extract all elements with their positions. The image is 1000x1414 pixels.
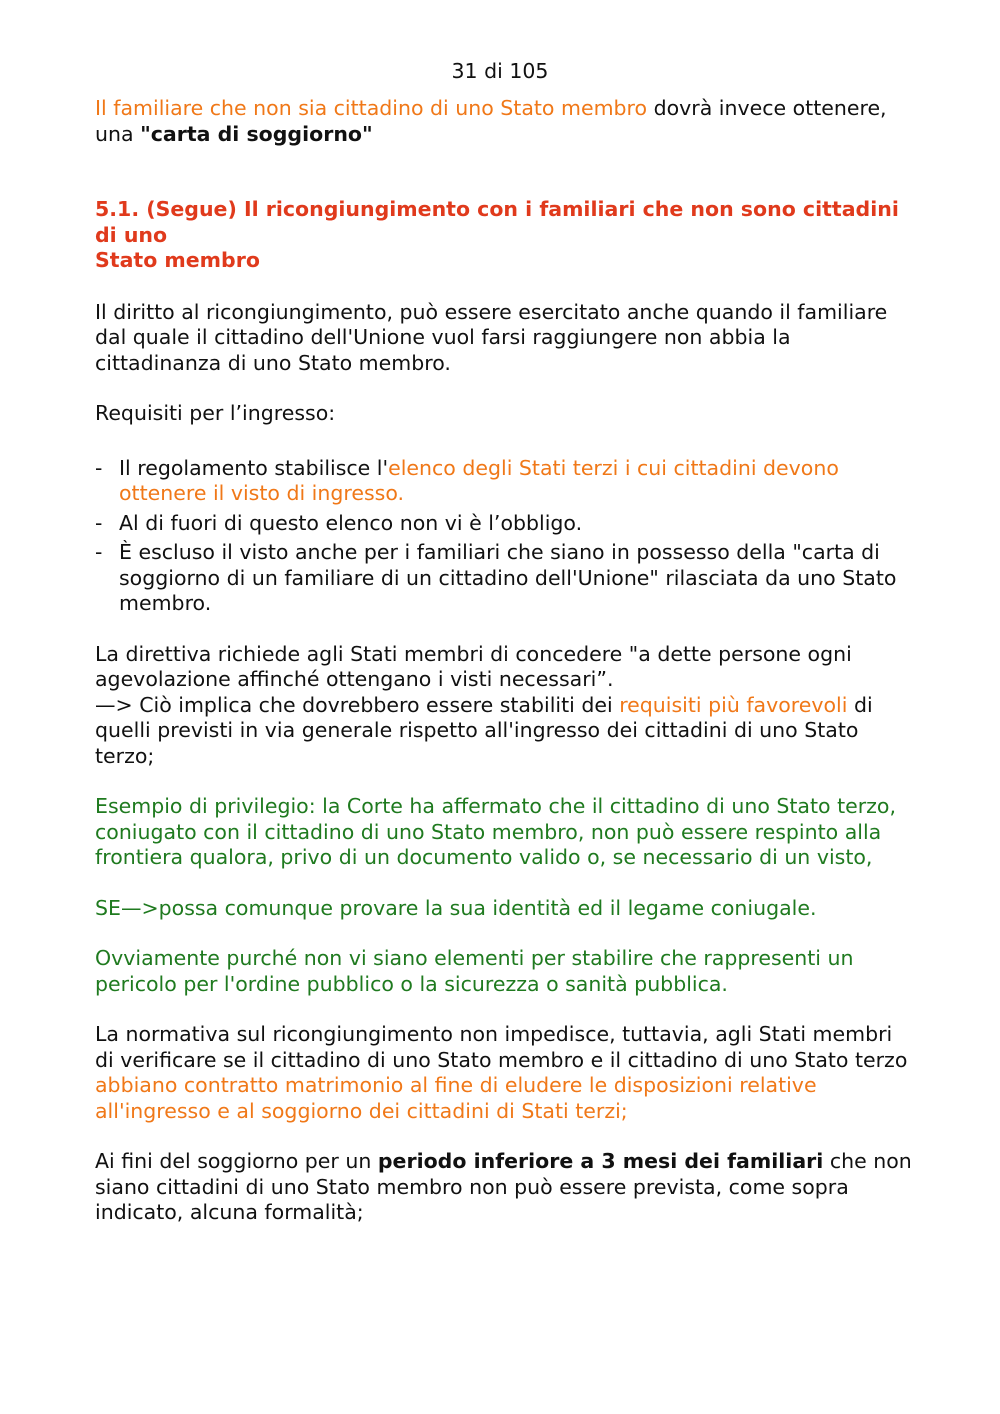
soggiorno-paragraph [95, 1149, 915, 1226]
intro-highlight: Il familiare che non sia cittadino di uno Stato membro [95, 96, 648, 120]
list-dash: - [95, 455, 103, 480]
se-paragraph: SE—>possa comunque provare la sua identità ed il legame coniugale. [95, 895, 817, 920]
esempio-paragraph: Esempio di privilegio: la Corte ha affermato che il cittadino di uno Stato terzo, coniugato con il cittadino di uno Stato membro, non può essere respinto alla frontiera qualora, privo di un documento valido o, se necessario di un visto, [95, 794, 896, 869]
ovviamente-paragraph: Ovviamente purché non vi siano elementi per stabilire che rappresenti un pericolo per l'ordine pubblico o la sicurezza o sanità pubblica. [95, 946, 854, 996]
page-number: 31 di 105 [451, 59, 549, 83]
direttiva-paragraph [95, 642, 915, 770]
list-item [95, 540, 915, 617]
direttiva-highlight: requisiti più favorevoli [619, 692, 848, 717]
requisiti-label: Requisiti per l’ingresso: [95, 401, 336, 425]
list-dash: - [95, 540, 103, 564]
soggiorno-text-end: che non siano cittadini di uno Stato membro non può essere prevista, come sopra indicato, alcuna formalità; [95, 1149, 912, 1224]
list-item [95, 511, 915, 537]
list-dash: - [95, 510, 103, 535]
soggiorno-text-start: Ai fini del soggiorno per un [95, 1149, 378, 1173]
document-content [95, 96, 915, 1226]
soggiorno-bold: periodo inferiore a 3 mesi dei familiari [377, 1149, 824, 1173]
direttiva-line2-start: —> Ciò implica che dovrebbero essere stabiliti dei [95, 692, 620, 717]
intro-paragraph [95, 96, 915, 147]
list-item-text: È escluso il visto anche per i familiari che siano in possesso della "carta di soggiorno di un familiare di un cittadino dell'Unione" rilasciata da uno Stato membro. [119, 540, 897, 615]
list-item [95, 456, 915, 507]
normativa-paragraph [95, 1022, 915, 1124]
intro-text: dovrà invece ottenere, una [95, 96, 887, 146]
list-item-text: Il regolamento stabilisce l' [119, 455, 389, 480]
intro-bold: "carta di soggiorno" [140, 121, 373, 146]
diritto-paragraph: Il diritto al ricongiungimento, può essere esercitato anche quando il familiare dal quale il cittadino dell'Unione vuol farsi raggiungere non abbia la cittadinanza di uno Stato membro. [95, 299, 888, 375]
list-item-highlight: elenco degli Stati terzi i cui cittadini devono ottenere il visto di ingresso. [119, 455, 839, 505]
normativa-text: La normativa sul ricongiungimento non impedisce, tuttavia, agli Stati membri di verificare se il cittadino di uno Stato membro e il cittadino di uno Stato terzo [95, 1022, 908, 1072]
section-heading-line2: Stato membro [95, 248, 260, 272]
direttiva-line2-end: di quelli previsti in via generale rispetto all'ingresso dei cittadini di uno Stato terzo; [95, 692, 873, 768]
section-heading-line1: 5.1. (Segue) Il ricongiungimento con i familiari che non sono cittadini di uno [95, 197, 899, 247]
normativa-highlight: abbiano contratto matrimonio al fine di eludere le disposizioni relative all'ingresso e al soggiorno dei cittadini di Stati terzi; [95, 1073, 817, 1123]
direttiva-line1: La direttiva richiede agli Stati membri di concedere "a dette persone ogni agevolazione affinché ottengano i visti necessari”. [95, 641, 852, 691]
list-item-text: Al di fuori di questo elenco non vi è l’obbligo. [119, 510, 583, 535]
requirements-list [95, 456, 915, 617]
section-heading [95, 197, 915, 274]
